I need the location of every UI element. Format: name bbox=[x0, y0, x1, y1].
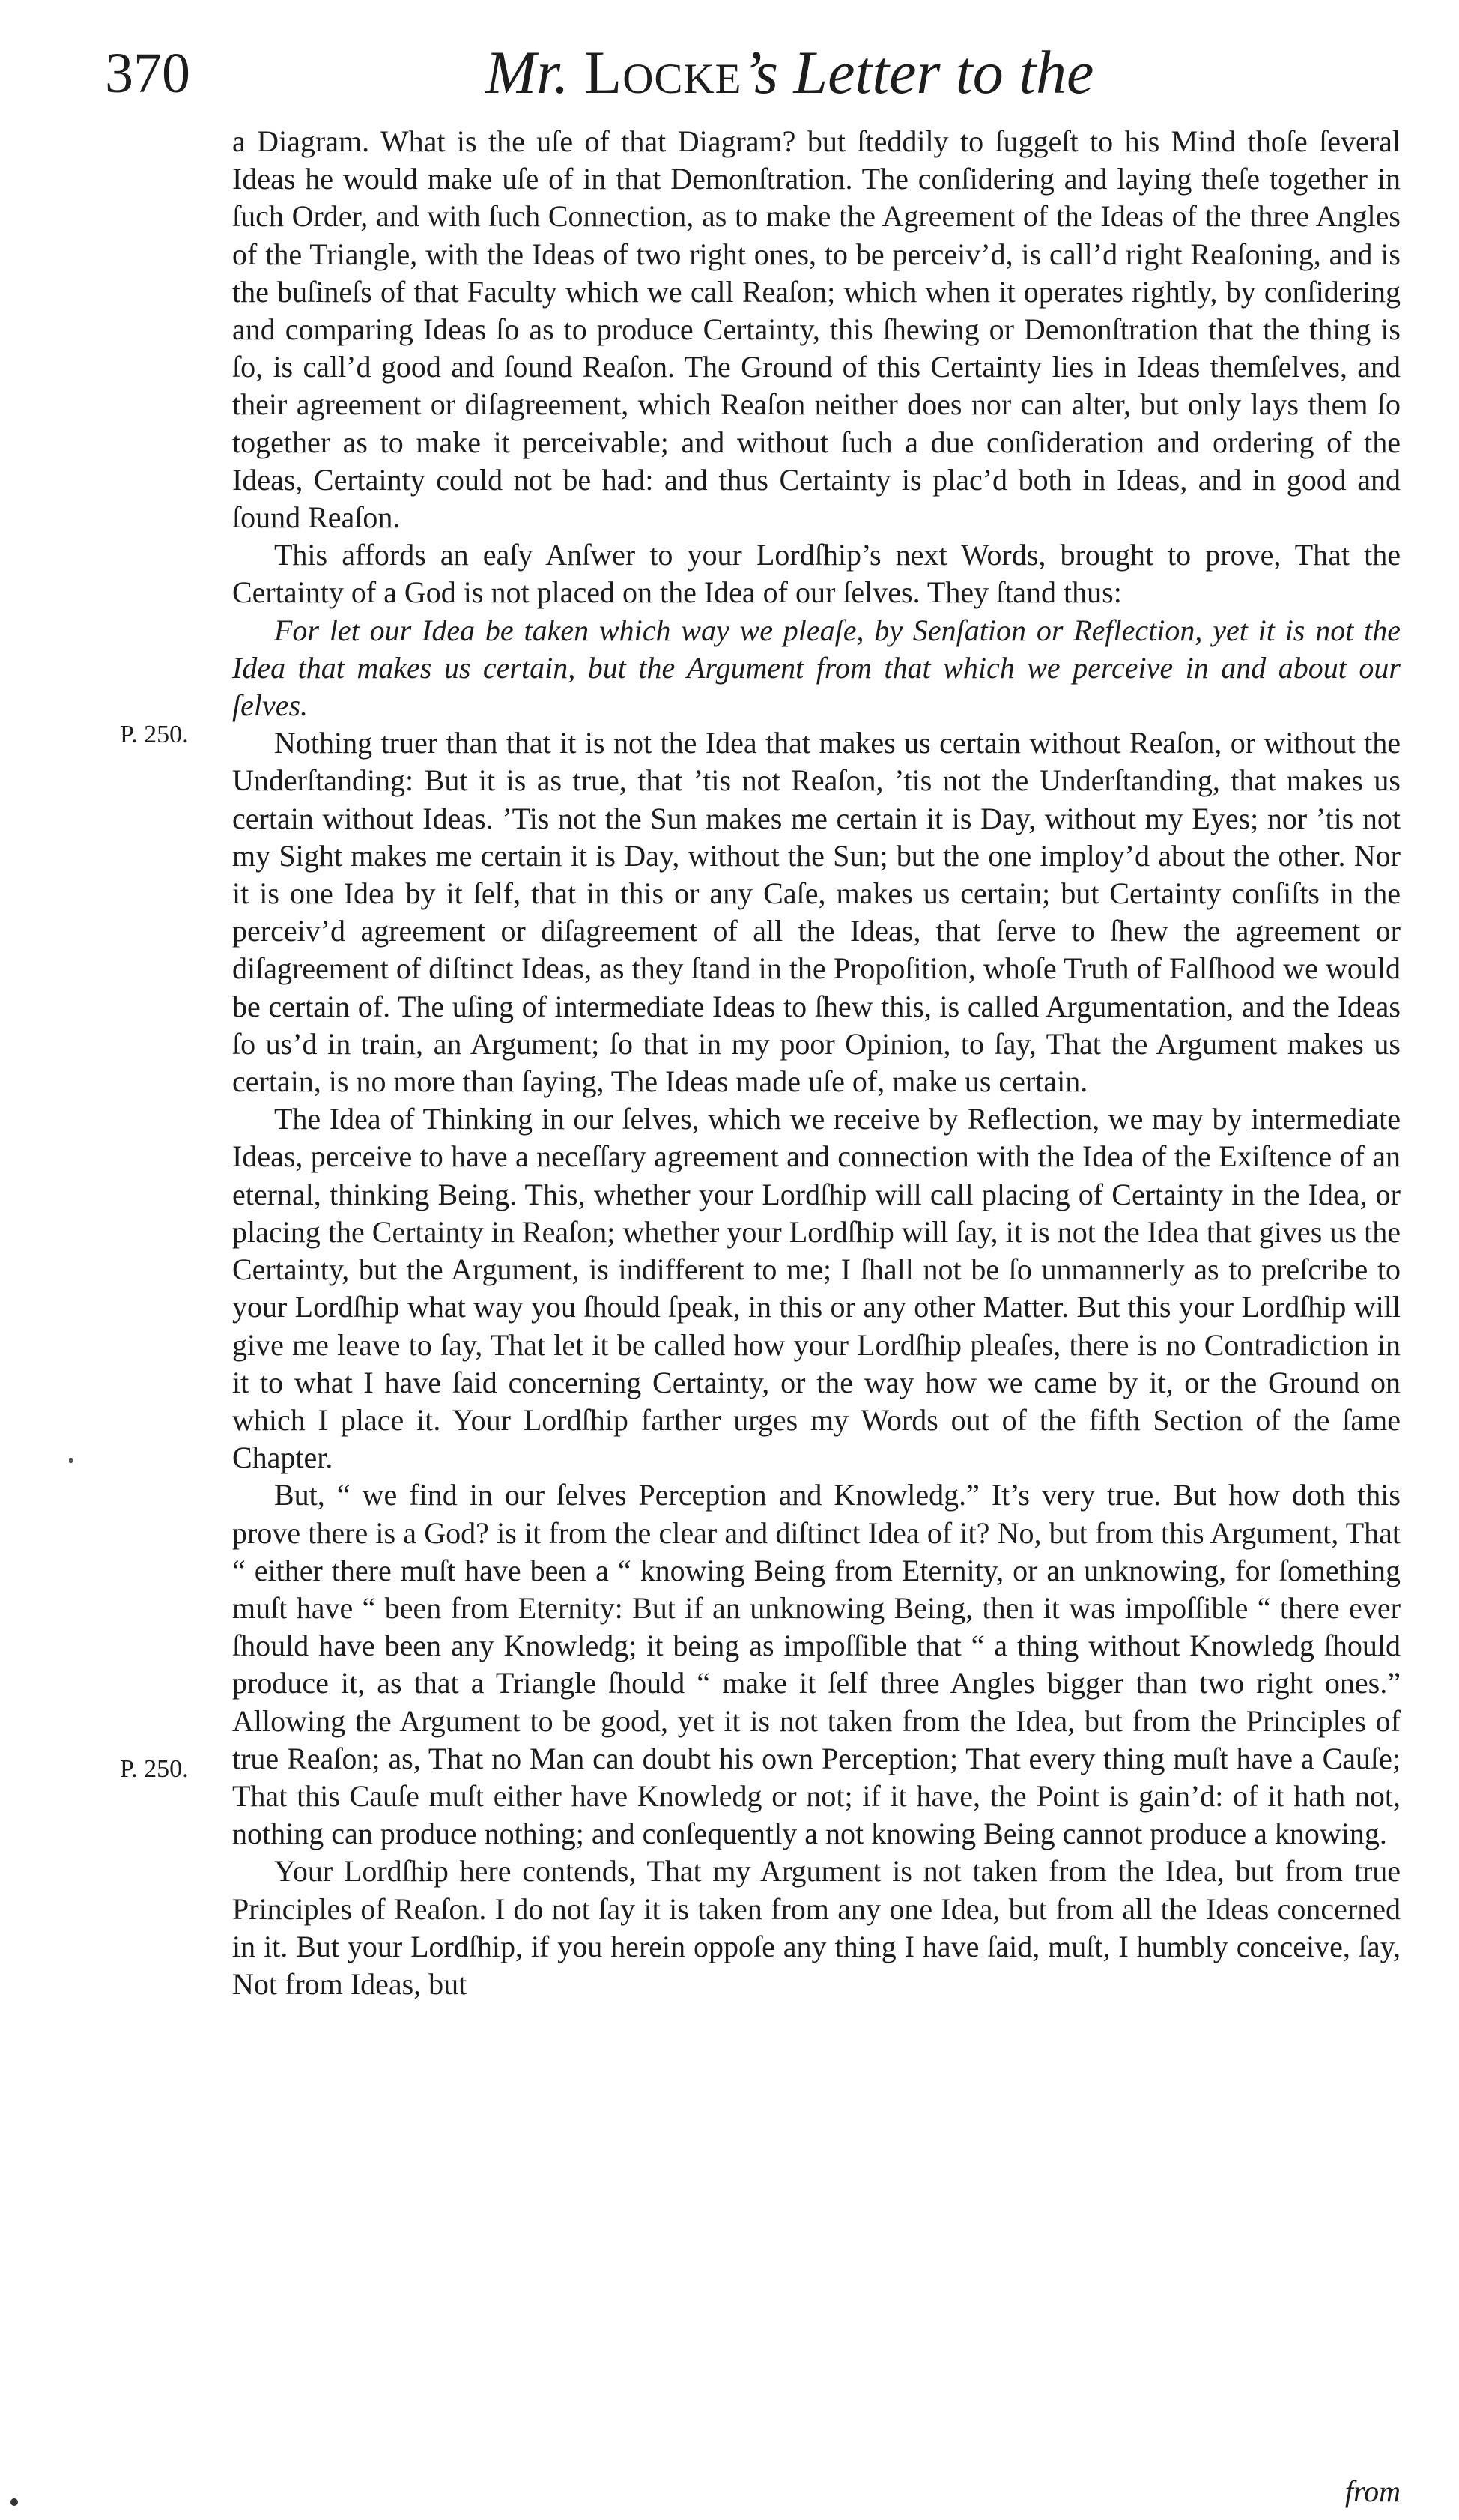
page-number: 370 bbox=[105, 42, 190, 105]
quoted-passage: For let our Idea be taken which way we pleaſe, by Senſation or Reflection, yet it is not the Idea that makes us certain, but the Argument from that which we perceive in and about our ſelves. bbox=[232, 613, 1401, 723]
catchword: from bbox=[1344, 2474, 1401, 2508]
running-title-mr: Mr. bbox=[485, 38, 569, 106]
paragraph: Your Lordſhip here contends, That my Argument is not taken from the Idea, but from true Principles of Reaſon. I do not ſay it is taken from any one Idea, but from all the Ideas concerned in it. But your Lordſhip, if you herein oppoſe any thing I have ſaid, muſt, I humbly conceive, ſay, Not from Ideas, but bbox=[232, 1854, 1401, 2001]
body-text bbox=[232, 123, 1401, 2003]
margin-reference: P. 250. bbox=[120, 721, 189, 748]
page-header bbox=[96, 39, 1414, 121]
paragraph: The Idea of Thinking in our ſelves, which we receive by Reflection, we may by intermediate Ideas, perceive to have a neceſſary agreement and connection with the Idea of the Exiſtence of an eternal, thinking Being. This, whether your Lordſhip will call placing of Certainty in the Idea, or placing the Certainty in Reaſon; whether your Lordſhip will ſay, it is not the Idea that gives us the Certainty, but the Argument, is indifferent to me; I ſhall not be ſo unmannerly as to preſcribe to your Lordſhip what way you ſhould ſpeak, in this or any other Matter. But this your Lordſhip will give me leave to ſay, That let it be called how your Lordſhip pleaſes, there is no Contradiction in it to what I have ſaid concerning Certainty, or the way how we came by it, or the Ground on which I place it. Your Lordſhip farther urges my Words out of the fifth Section of the ſame Chapter. bbox=[232, 1102, 1401, 1475]
ink-speck bbox=[10, 2498, 18, 2506]
paragraph: a Diagram. What is the uſe of that Diagram? but ſteddily to ſuggeſt to his Mind thoſe ſeveral Ideas he would make uſe of in that Demonſtration. The conſidering and laying theſe together in ſuch Order, and with ſuch Connection, as to make the Agreement of the Ideas of the three Angles of the Triangle, with the Ideas of two right ones, to be perceiv’d, is call’d right Reaſoning, and is the buſineſs of that Faculty which we call Reaſon; which when it operates rightly, by conſidering and comparing Ideas ſo as to produce Certainty, this ſhewing or Demonſtration that the thing is ſo, is call’d good and ſound Reaſon. The Ground of this Certainty lies in Ideas themſelves, and their agreement or diſagreement, which Reaſon neither does nor can alter, but only lays them ſo together as to make it perceivable; and without ſuch a due conſideration and ordering of the Ideas, Certainty could not be had: and thus Certainty is plac’d both in Ideas, and in good and ſound Reaſon. bbox=[232, 124, 1401, 535]
running-title-rest: ’s Letter to the bbox=[741, 38, 1094, 106]
ink-speck bbox=[69, 1458, 73, 1463]
paragraph: But, “ we find in our ſelves Perception and Knowledg.” It’s very true. But how doth this prove there is a God? is it from the clear and diſtinct Idea of it? No, but from this Argument, That “ either there muſt have been a “ knowing Being from Eternity, or an unknowing, for ſomething muſt have “ been from Eternity: But if an unknowing Being, then it was impoſſible “ there ever ſhould have been any Knowledg; it being as impoſſible that “ a thing without Knowledg ſhould produce it, as that a Triangle ſhould “ make it ſelf three Angles bigger than two right ones.” Allowing the Argument to be good, yet it is not taken from the Idea, but from the Principles of true Reaſon; as, That no Man can doubt his own Perception; That every thing muſt have a Cauſe; That this Cauſe muſt either have Knowledg or not; if it have, the Point is gain’d: of it hath not, nothing can produce nothing; and conſequently a not knowing Being cannot produce a knowing. bbox=[232, 1478, 1401, 1851]
running-title bbox=[485, 38, 1094, 106]
paragraph: This affords an eaſy Anſwer to your Lordſhip’s next Words, brought to prove, That the Certainty of a God is not placed on the Idea of our ſelves. They ſtand thus: bbox=[232, 538, 1401, 610]
running-title-locke: Locke bbox=[584, 38, 742, 106]
margin-reference: P. 250. bbox=[120, 1755, 189, 1783]
paragraph: Nothing truer than that it is not the Idea that makes us certain without Reaſon, or without the Underſtanding: But it is as true, that ’tis not Reaſon, ’tis not the Underſtanding, that makes us certain without Ideas. ’Tis not the Sun makes me certain it is Day, without my Eyes; nor ’tis not my Sight makes me certain it is Day, without the Sun; but the one imploy’d about the other. Nor it is one Idea by it ſelf, that in this or any Caſe, makes us certain; but Certainty conſiſts in the perceiv’d agreement or diſagreement of all the Ideas, that ſerve to ſhew the agreement or diſagreement of diſtinct Ideas, as they ſtand in the Propoſition, whoſe Truth of Falſhood we would be certain of. The uſing of intermediate Ideas to ſhew this, is called Argumentation, and the Ideas ſo us’d in train, an Argument; ſo that in my poor Opinion, to ſay, That the Argument makes us certain, is no more than ſaying, The Ideas made uſe of, make us certain. bbox=[232, 726, 1401, 1099]
